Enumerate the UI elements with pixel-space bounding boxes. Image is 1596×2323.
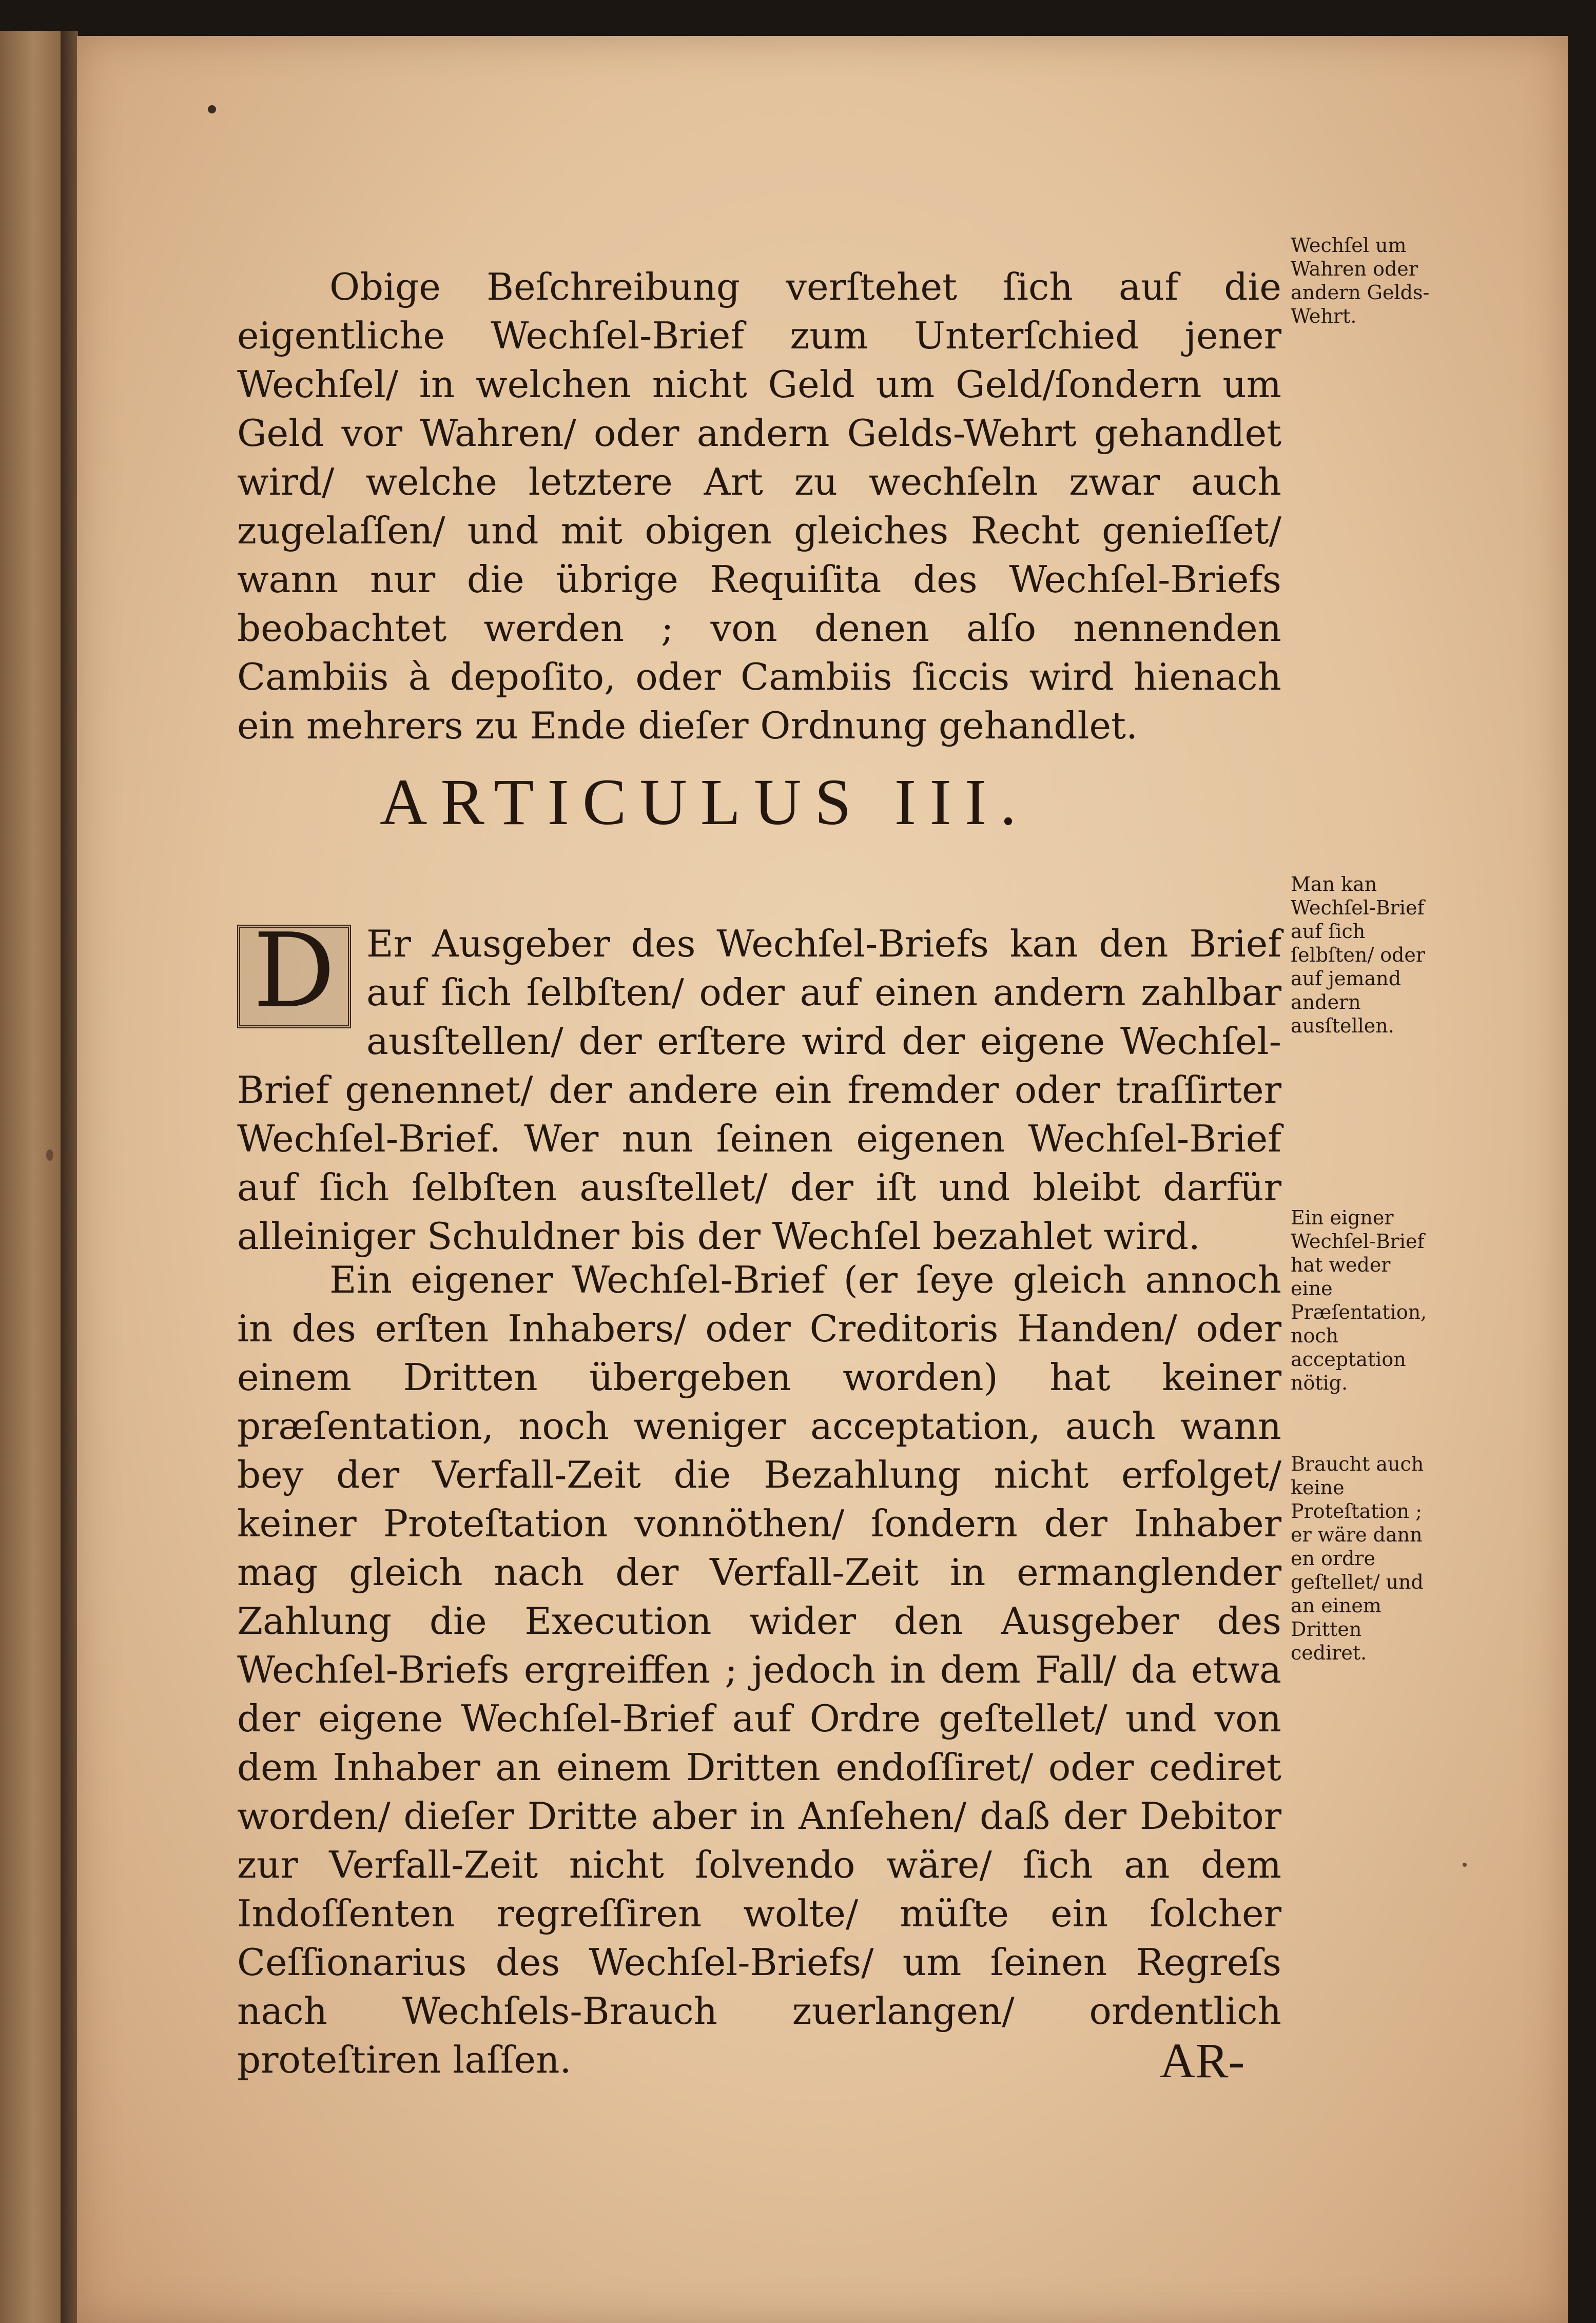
margin-note-4: Braucht auch keine Proteſtation ; er wäre dann en ordre geſtellet/ und an einem Dritten cediret. [1291,1453,1424,1664]
paper-speck [1463,1863,1467,1867]
book-gutter [61,31,78,2323]
paper-speck [46,1149,53,1161]
margin-note-3: Ein eigner Wechſel-Brief hat weder eine Præſentation, noch acceptation nötig. [1291,1206,1427,1394]
catchword: AR- [1160,2033,1245,2088]
paragraph-3: Ein eigener Wechſel-Brief (er ſeye gleich annoch in des erſten Inhabers/ oder Creditoris Handen/ oder einem Dritten übergeben worden) hat keiner præſentation, noch weniger acceptation, auch wann bey der Verfall-Zeit die Bezahlung nicht erfolget/ keiner Proteſtation vonnöthen/ ſondern der Inhaber mag gleich nach der Verfall-Zeit in ermanglender Zahlung die Execution wider den Ausgeber des Wechſel-Briefs ergreiffen ; jedoch in dem Fall/ da etwa der eigene Wechſel-Brief auf Ordre geſtellet/ und von dem Inhaber an einem Dritten endoſſiret/ oder cediret worden/ dieſer Dritte aber in Anſehen/ daß der Debitor zur Verfall-Zeit nicht ſolvendo wäre/ ſich an dem Indoſſenten regreſſiren wolte/ müſte ein ſolcher Ceſſionarius des Wechſel-Briefs/ um ſeinen Regreſs nach Wechſels-Brauch zuerlangen/ ordentlich proteſtiren laſſen. [237,1258,1281,2081]
left-page-edge [0,31,62,2323]
margin-note-2: Man kan Wechſel-Brief auf ſich ſelbſten/ oder auf jemand andern ausſtellen. [1291,873,1426,1037]
decorated-initial: D [237,925,351,1028]
margin-note-1: Wechſel um Wahren oder andern Gelds-Wehrt. [1291,234,1430,327]
paragraph-2-text: Er Ausgeber des Wechſel-Briefs kan den Brief auf ſich ſelbſten/ oder auf einen andern zahlbar ausſtellen/ der erſtere wird der eigene Wechſel-Brief genennet/ der andere ein fremder oder traſſirter Wechſel-Brief. Wer nun ſeinen eigenen Wechſel-Brief auf ſich ſelbſten ausſtellet/ der iſt und bleibt darfür alleiniger Schuldner bis der Wechſel bezahlet wird. [237,922,1281,1258]
article-heading: ARTICULUS III. [380,766,1030,838]
paragraph-2 [237,911,1281,1261]
paragraph-1: Obige Beſchreibung verſtehet ſich auf die eigentliche Wechſel-Brief zum Unterſchied jener Wechſel/ in welchen nicht Geld um Geld/ſondern um Geld vor Wahren/ oder andern Gelds-Wehrt gehandlet wird/ welche letztere Art zu wechſeln zwar auch zugelaſſen/ und mit obigen gleiches Recht genieſſet/ wann nur die übrige Requiſita des Wechſel-Briefs beobachtet werden ; von denen alſo nennenden Cambiis à depoſito, oder Cambiis ſiccis wird hienach ein mehrers zu Ende dieſer Ordnung gehandlet. [237,265,1281,747]
ink-dot [208,105,216,113]
